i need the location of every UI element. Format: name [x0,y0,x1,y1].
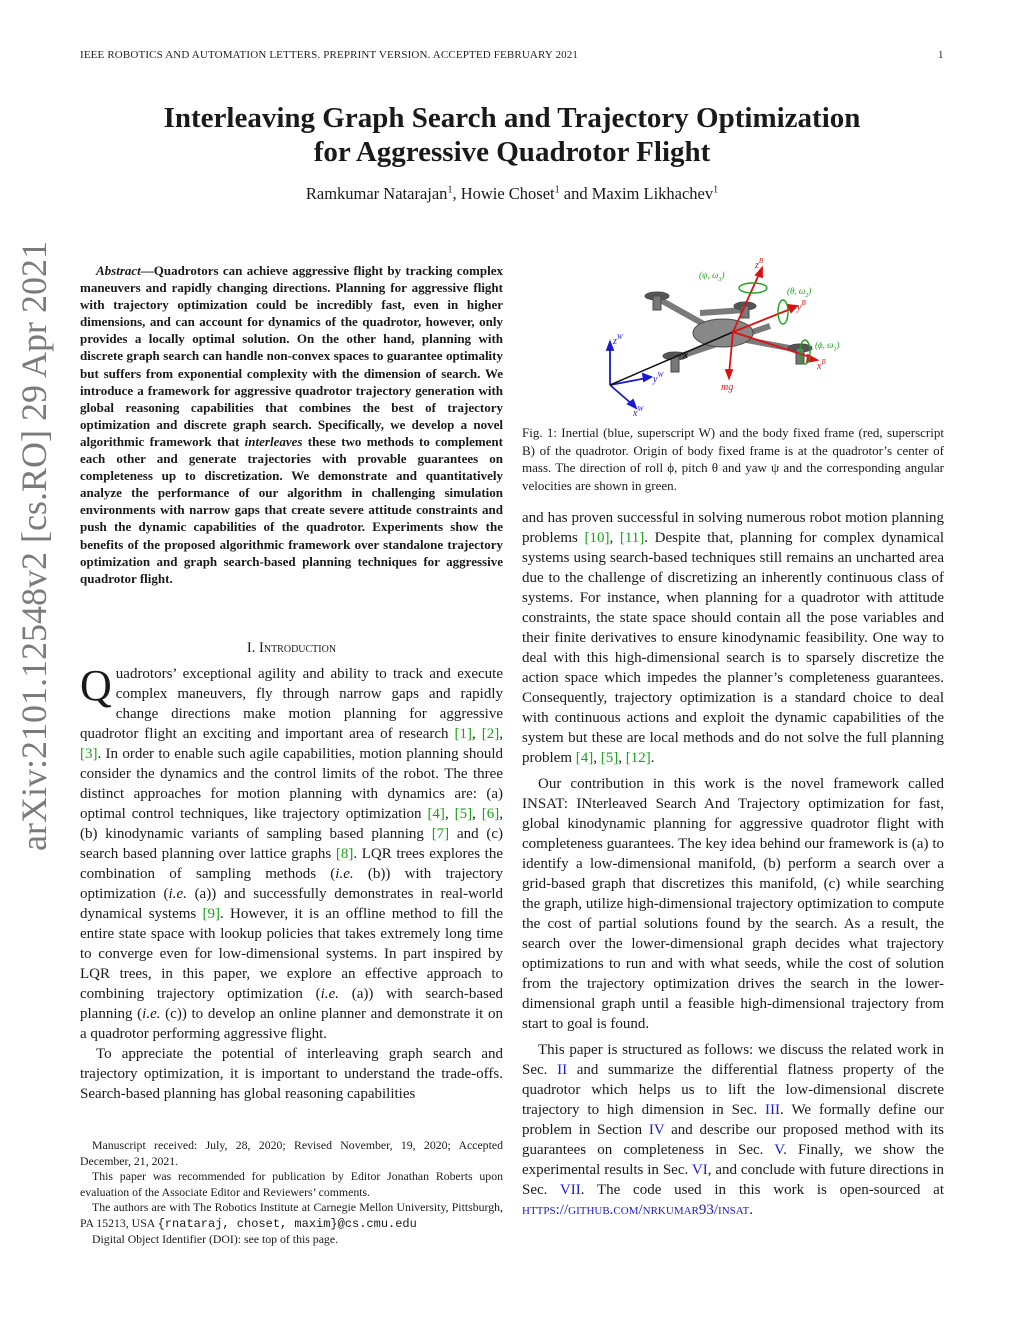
citation-link[interactable]: [11] [619,530,645,546]
citation-link[interactable]: [7] [431,826,450,842]
citation-link[interactable]: [9] [202,906,221,922]
page-number: 1 [938,49,944,61]
caption-text: Inertial (blue, superscript W) and the body fixed frame (red, superscript B) of the quadrotor. Origin of body fixed frame is at the quadrotor’s center of mass. The direction of roll ϕ, pitch θ and yaw ψ and the corresponding angular velocities are shown in green. [522,425,944,493]
abstract-text-2: these two methods to complement each other and generate trajectories with provable guarantees on completeness up to discretization. We demonstrate and quantitatively analyze the performance of our algorithm in challenging simulation environments with narrow gaps that create severe attitude constraints and push the dynamic capabilities of the quadrotor. Experiments show the benefits of the proposed algorithmic framework over standalone trajectory optimization and graph search-based planning techniques for aggressive quadrotor flight. [80,433,503,586]
section-link[interactable]: II [557,1062,568,1078]
footnotes [80,1138,503,1248]
citation-link[interactable]: [2] [481,726,500,742]
right-paragraph-3: This paper is structured as follows: we discuss the related work in Sec. II and summarize the differential flatness property of the quadrotor which helps us to lift the low-dimensional discrete trajectory to high dimension in Sec. III. We formally define our problem in Section IV and describe our proposed method with its guarantees on completeness in Sec. V. Finally, we show the experimental results in Sec. VI, and conclude with future directions in Sec. VII. The code used in this work is open-sourced at https://github.com/nrkumar93/insat. [522,1042,945,1218]
quadrotor-frames-figure [595,258,865,418]
footnote-editor: This paper was recommended for publication by Editor Jonathan Roberts upon evaluation of the Associate Editor and Reviewers’ comments. [80,1169,503,1199]
label-yB: $y^B$ [797,299,806,313]
arxiv-stamp: arXiv:2101.12548v2 [cs.RO] 29 Apr 2021 [14,241,54,851]
affiliation-mark: 1 [554,184,560,196]
code-url-link[interactable]: https://github.com/nrkumar93/insat [522,1202,750,1218]
label-mg: mg [721,382,734,393]
label-roll: (ϕ, $\omega_1$) [815,340,840,353]
abstract-text-1: —Quadrotors can achieve aggressive flight by tracking complex maneuvers and rapidly changing directions. Planning for aggressive flight with trajectory optimization could be incredibly fast, even in higher dimensions, and can account for dynamics of the quadrotor, however, only provides a locally optimal solution. On the other hand, planning with discrete graph search can handle non-convex spaces to guarantee optimality but suffers from exponential complexity with the dimension of search. We introduce a framework for aggressive quadrotor trajectory generation with global reasoning capabilities that combines the best of trajectory optimization and discrete graph search. Specifically, we develop a novel algorithmic framework that [80,263,503,449]
intro-column-right [522,508,944,1220]
author-emails: {rnataraj, choset, maxim}@cs.cmu.edu [157,1216,417,1231]
section-link[interactable]: VII [559,1182,581,1198]
footnote-doi: Digital Object Identifier (DOI): see top of this page. [92,1232,339,1246]
section-link[interactable]: III [765,1102,781,1118]
drop-cap: Q [80,661,112,710]
intro-paragraph-1: Quadrotors’ exceptional agility and ability to track and execute complex maneuvers, fly through narrow gaps and rapidly change directions make motion planning for aggressive quadrotor flight an exciting and important area of research [1], [2], [3]. In order to enable such agile capabilities, motion planning should consider the dynamics and the control limits of the robot. The three distinct approaches for motion planning with dynamics are: (a) optimal control techniques, like trajectory optimization [4], [5], [6], (b) kinodynamic variants of sampling based planning [7] and (c) search based planning over lattice graphs [8]. LQR trees explores the combination of sampling methods (i.e. (b)) with trajectory optimization (i.e. (a)) and successfully demonstrates in real-world dynamical systems [9]. However, it is an offline method to fill the entire state space with lookup policies that takes extremely long time to converge even for low-dimensional systems. In part inspired by LQR trees, in this paper, we explore an effective approach to combining trajectory optimization (i.e. (a)) with search-based planning (i.e. (c)) to develop an online planner and demonstrate it on a quadrotor performing aggressive flight. [80,661,503,1042]
section-link[interactable]: VI [691,1162,708,1178]
abstract-label: Abstract [96,263,141,278]
position-vector [610,332,733,385]
author-natarajan: Ramkumar Natarajan [305,184,448,203]
label-yaw: (ψ, $\omega_3$) [699,270,725,283]
citation-link[interactable]: [12] [625,750,651,766]
intro-paragraph-2: To appreciate the potential of interleaving graph search and trajectory optimization, it is important to understand the trade-offs. Search-based planning has global reasoning capabilities [80,1046,503,1102]
citation-link[interactable]: [10] [584,530,610,546]
author-list [0,184,1024,204]
label-position: x [683,350,688,361]
figure-caption [522,424,944,494]
section-link[interactable]: V [774,1142,784,1158]
paper-title-line2: for Aggressive Quadrotor Flight [313,136,711,168]
label-pitch: (θ, $\omega_2$) [787,286,812,299]
paper-title-line1: Interleaving Graph Search and Trajectory Optimization [163,102,861,134]
citation-link[interactable]: [1] [454,726,473,742]
right-paragraph-1: and has proven successful in solving numerous robot motion planning problems [10], [11]. Despite that, planning for complex dynamical systems using search-based techniques still remains an uncharted area due to the challenge of discretizing an inherently continuous class of systems. For instance, when planning for a quadrotor with attitude constraints, the state space should contain all the pose variables and their finite derivatives to ensure kinodynamic feasibility. One way to deal with this high-dimensional search is to sparsely discretize the action space which impedes the planner’s completeness guarantees. Consequently, trajectory optimization is a standard choice to deal with continuous actions and exploit the dynamic capabilities of the system but these are local methods and do not solve the full planning problem [4], [5], [12]. [522,510,945,766]
label-zW: $z^W$ [613,333,623,347]
intro-column-left [80,661,503,1104]
citation-link[interactable]: [6] [481,806,500,822]
affiliation-mark: 1 [713,184,719,196]
citation-link[interactable]: [8] [335,846,354,862]
abstract [80,262,503,587]
abstract-emphasis: interleaves [244,433,303,449]
running-header: IEEE ROBOTICS AND AUTOMATION LETTERS. PREPRINT VERSION. ACCEPTED FEBRUARY 2021 [80,49,579,61]
caption-label: Fig. 1: [522,425,557,440]
label-zB: $z^B$ [755,258,764,271]
footnote-manuscript: Manuscript received: July, 28, 2020; Revised November, 19, 2020; Accepted December, 21, 2021. [80,1138,503,1168]
section-heading-introduction: I. Introduction [246,640,337,656]
citation-link[interactable]: [4] [575,750,594,766]
inertial-frame [607,342,651,408]
label-yW: $y^W$ [653,371,664,385]
label-xB: $x^B$ [817,358,826,372]
affiliation-mark: 1 [447,184,453,196]
right-paragraph-2: Our contribution in this work is the novel framework called INSAT: INterleaved Search And Trajectory optimization for fast, global kinodynamic planning for aggressive quadrotor flight with completeness guarantees. The key idea behind our framework is (a) to identify a low-dimensional manifold, (b) perform a search over a grid-based graph that discretizes this manifold, (c) while searching the graph, utilize high-dimensional trajectory optimization to compute the cost of partial solutions found by the search. As a result, the search over the lower-dimensional graph decides what trajectory optimizations to run and with what seeds, while the cost of solution from the trajectory optimization drives the search in the lower-dimensional graph until a feasible high-dimensional trajectory from start to goal is found. [522,776,944,1032]
label-xW: $x^W$ [633,405,644,418]
citation-link[interactable]: [5] [454,806,473,822]
footnote-affiliation: The authors are with The Robotics Institute at Carnegie Mellon University, Pittsburgh, PA 15213, USA {rnataraj, choset, maxim}@cs.cmu.edu [80,1200,503,1231]
author-likhachev: and Maxim Likhachev [559,184,714,203]
citation-link[interactable]: [3] [80,746,98,762]
citation-link[interactable]: [4] [427,806,445,822]
citation-link[interactable]: [5] [600,750,619,766]
author-choset: , Howie Choset [452,184,555,203]
section-link[interactable]: IV [648,1122,665,1138]
